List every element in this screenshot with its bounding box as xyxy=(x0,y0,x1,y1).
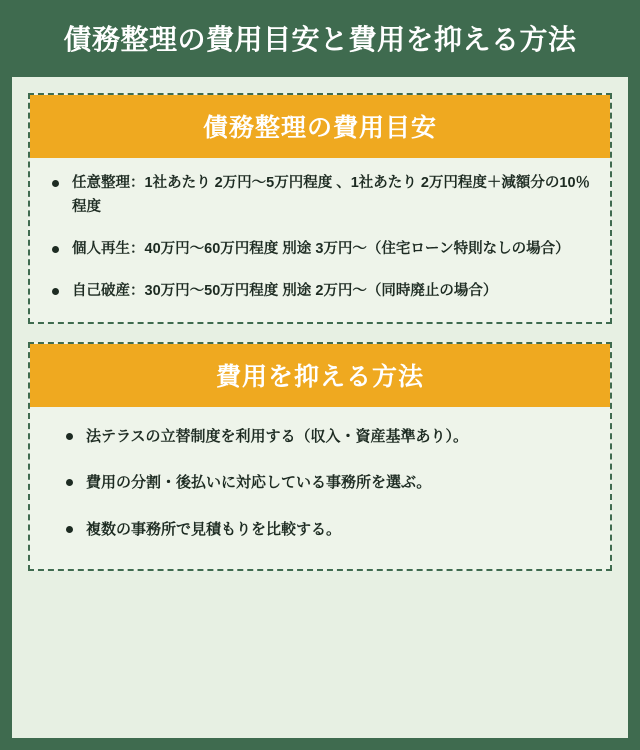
list-item-text: 法テラスの立替制度を利用する（収入・資産基準あり）。 xyxy=(86,427,469,445)
bullet-icon xyxy=(66,479,73,486)
card-heading: 費用を抑える方法 xyxy=(30,344,610,407)
page-title: 債務整理の費用目安と費用を抑える方法 xyxy=(63,24,577,55)
cost-list xyxy=(46,172,594,304)
list-item-text: 費用の分割・後払いに対応している事務所を選ぶ。 xyxy=(86,474,432,492)
card-cost-saving-methods xyxy=(28,342,612,571)
bullet-icon xyxy=(52,246,59,253)
content-panel xyxy=(12,77,628,738)
list-item xyxy=(60,518,594,543)
list-item xyxy=(46,172,594,220)
list-item-text: 自己破産：30万円〜50万円程度 別途 2万円〜（同時廃止の場合） xyxy=(72,282,498,299)
card-cost-guideline xyxy=(28,93,612,324)
list-item-text: 個人再生：40万円〜60万円程度 別途 3万円〜（住宅ローン特則なしの場合） xyxy=(72,240,570,257)
list-item xyxy=(46,280,594,304)
card-heading: 債務整理の費用目安 xyxy=(30,95,610,158)
bullet-icon xyxy=(66,433,73,440)
card-body xyxy=(30,407,610,569)
card-body xyxy=(30,158,610,322)
bullet-icon xyxy=(52,180,59,187)
list-item-text: 任意整理：1社あたり 2万円〜5万円程度 、1社あたり 2万円程度＋減額分の10％程度 xyxy=(72,175,591,215)
list-item xyxy=(60,425,594,450)
list-item xyxy=(46,238,594,262)
methods-list xyxy=(60,425,594,543)
bullet-icon xyxy=(66,526,73,533)
list-item xyxy=(60,471,594,496)
bullet-icon xyxy=(52,288,59,295)
list-item-text: 複数の事務所で見積もりを比較する。 xyxy=(86,521,342,539)
